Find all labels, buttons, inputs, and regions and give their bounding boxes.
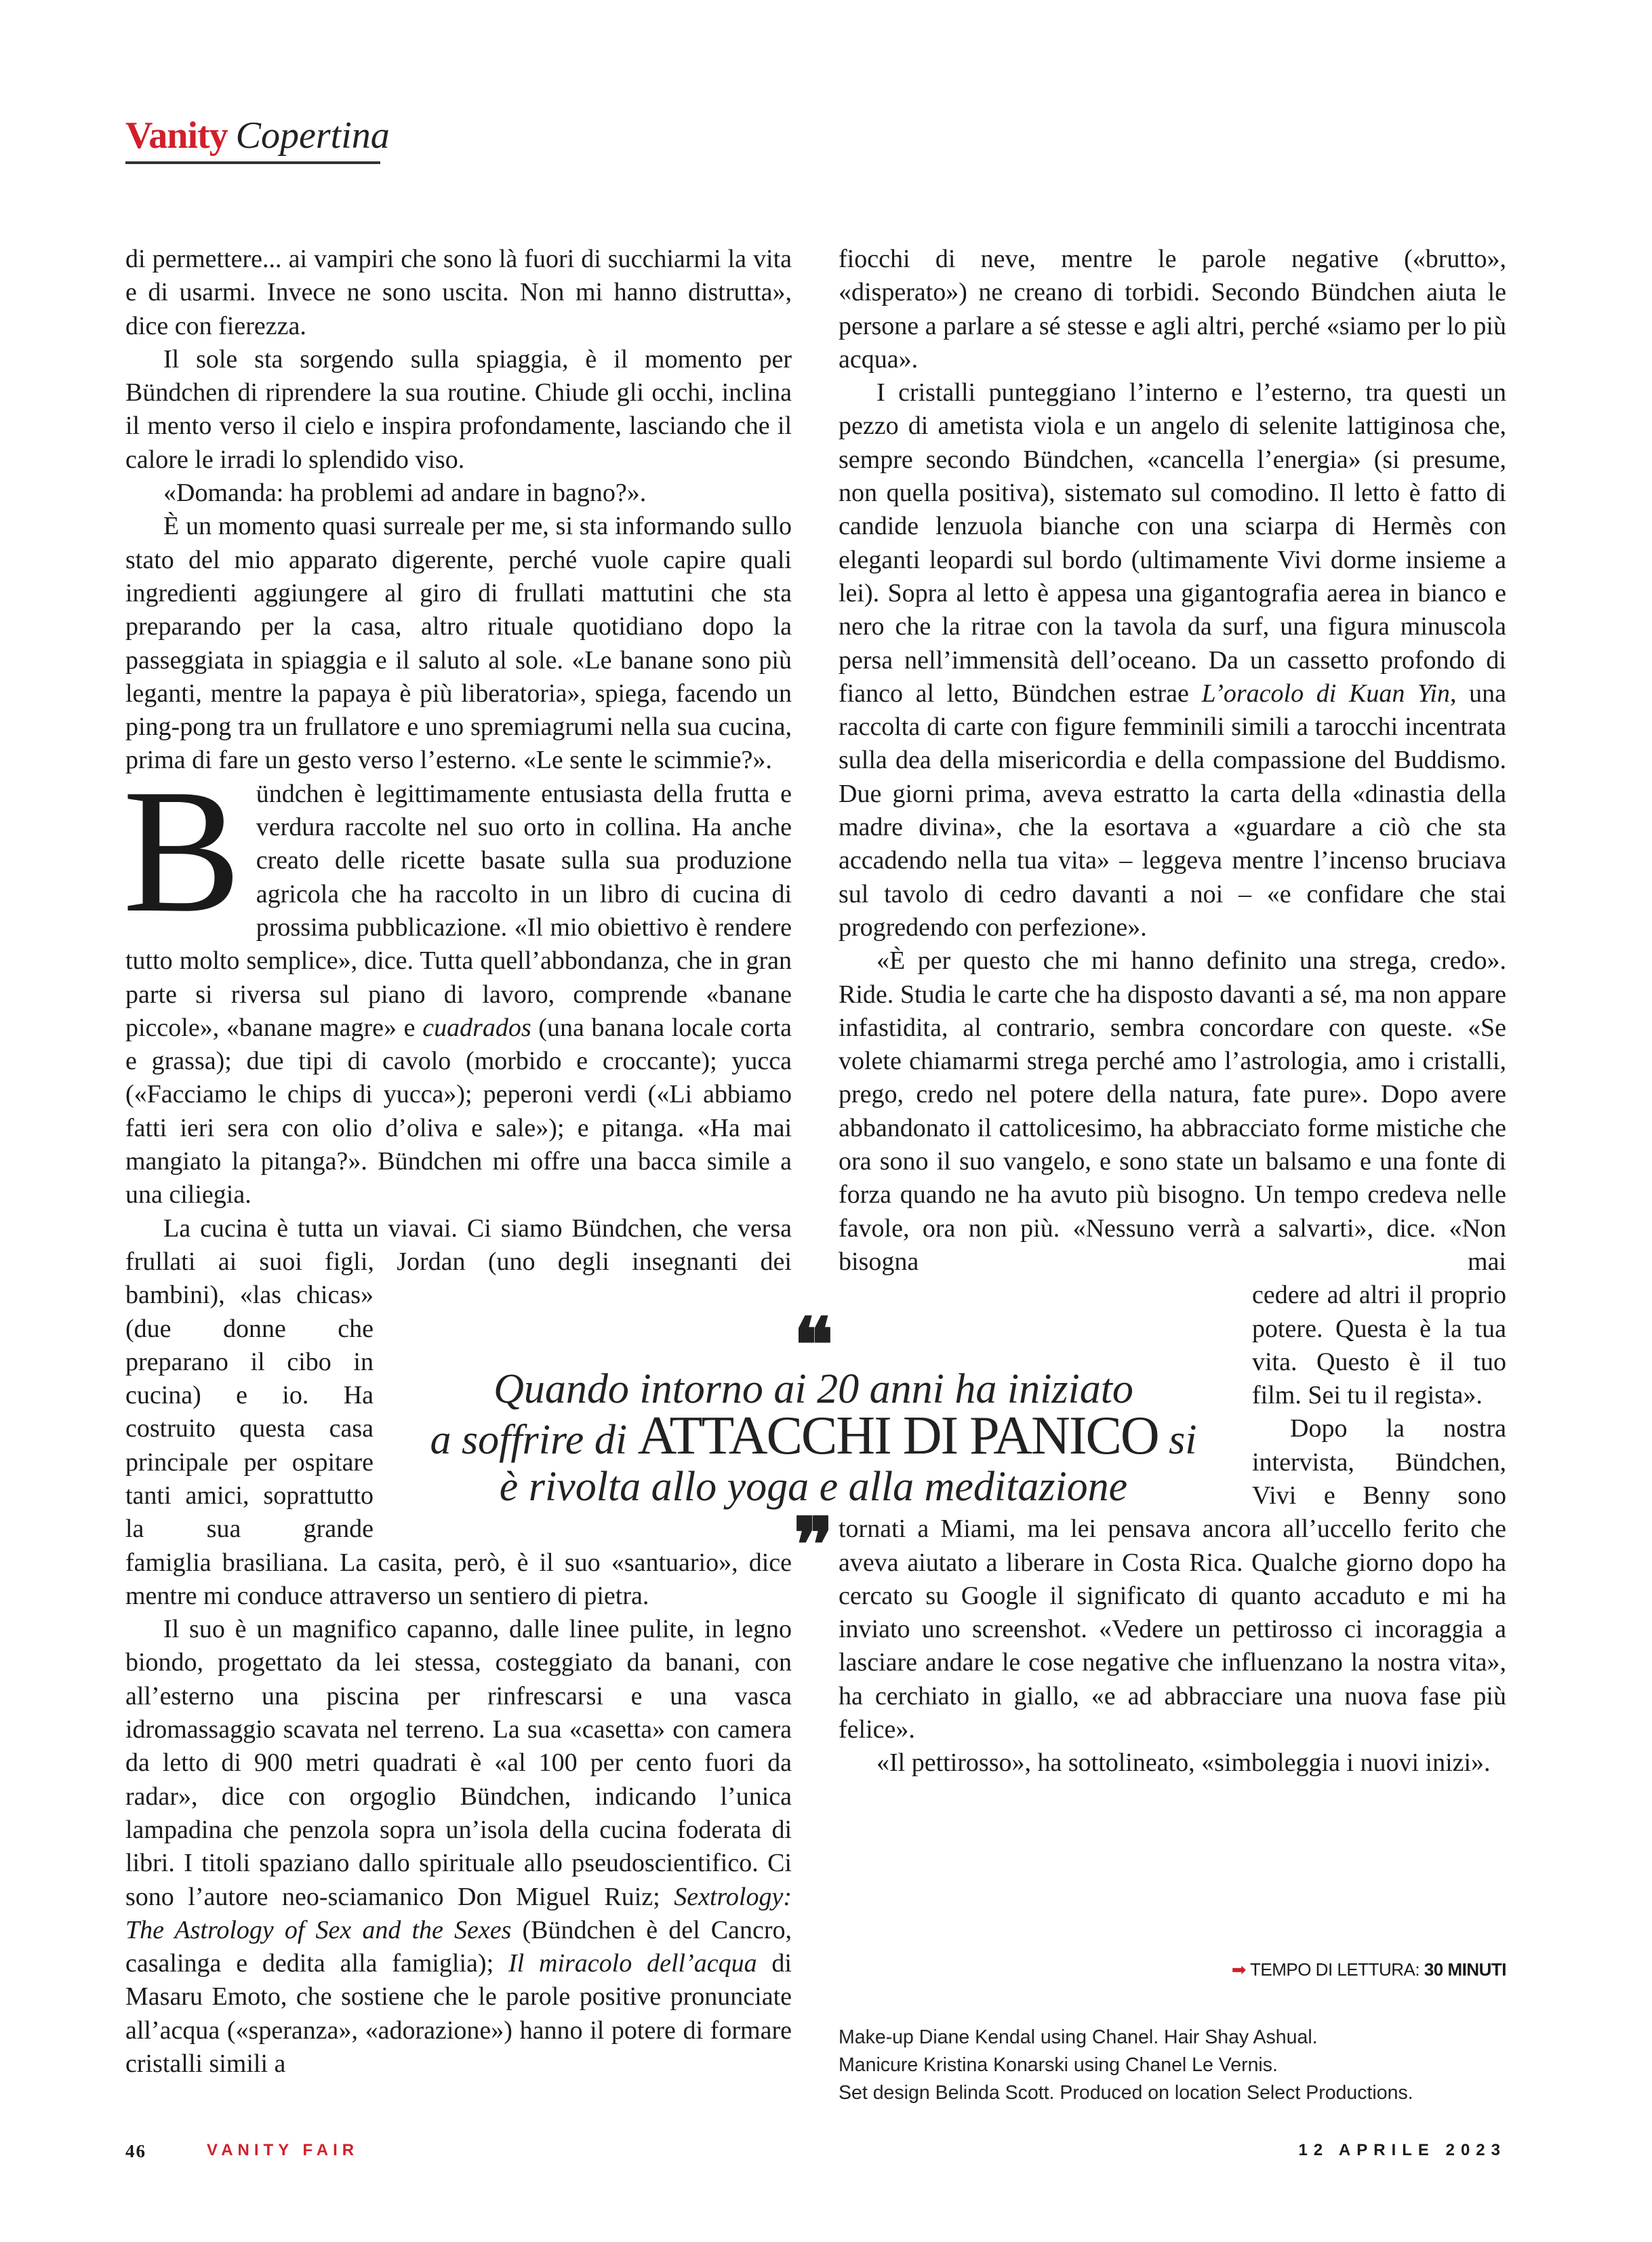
text-run: si	[1158, 1417, 1197, 1463]
paragraph-wrap: cedere ad altri il proprio potere. Questa è la tua vita. Questo è il tuo film. Sei tu il regista».	[1252, 1281, 1506, 1410]
paragraph: tornati a Miami, ma lei pensava ancora all’uccello ferito che aveva aiutato a liberare in Costa Rica. Qualche giorno dopo ha cercato su Google il significato di quanto accaduto e mi ha inviato uno screenshot. «Vedere un pettirosso ci incoraggia a lasciare andare le cose negative che influenzano la nostra vita», ha cerchiato in giallo, «e ad abbracciare una nuova fase più felice».	[839, 1515, 1506, 1744]
issue-date: 12 APRILE 2023	[1298, 2141, 1506, 2159]
arrow-right-icon: ➡	[1231, 1959, 1246, 1980]
paragraph: «Domanda: ha problemi ad andare in bagno?».	[163, 479, 647, 508]
paragraph: La cucina è tutta un viavai. Ci siamo Bündchen, che versa frullati ai suoi figli, Jordan (uno degli insegnanti dei	[125, 1214, 792, 1276]
text-run: (una banana locale corta e grassa); due tipi di cavolo (morbido e croccante); yucca («Facciamo le chips di yucca»); peperoni verdi («Li abbiamo fatti ieri sera con olio d’oliva e sale»); e pitanga. «Ha mai mangiato la pitanga?». Bündchen mi offre una bacca simile a una ciliegia.	[125, 1013, 792, 1209]
drop-cap: B	[123, 752, 241, 949]
paragraph: Il sole sta sorgendo sulla spiaggia, è il momento per Bündchen di riprendere la sua routine. Chiude gli occhi, inclina il mento verso il cielo e inspira profondamente, lasciando che il calore le irradi lo splendido viso.	[125, 344, 792, 474]
section-header	[125, 114, 390, 157]
paragraph: È un momento quasi surreale per me, si sta informando sullo stato del mio apparato digerente, perché vuole capire quali ingredienti aggiungere al giro di frullati mattutini che sta preparando per la casa, altro rituale quotidiano dopo la passeggiata in spiaggia e il saluto al sole. «Le banane sono più leganti, mentre la papaya è più liberatoria», spiega, facendo un ping-pong tra un frullatore e uno spremiagrumi nella sua cucina, prima di fare un gesto verso l’esterno. «Le sente le scimmie?».	[125, 512, 792, 775]
italic-run: cuadrados	[422, 1013, 531, 1042]
credit-line: Set design Belinda Scott. Produced on location Select Productions.	[839, 2082, 1413, 2104]
italic-run: Il miracolo dell’acqua	[508, 1949, 757, 1978]
pull-quote	[386, 1304, 1241, 1587]
paragraph	[839, 376, 1506, 944]
credit-line: Manicure Kristina Konarski using Chanel Le Vernis.	[839, 2054, 1278, 2076]
text-run: a soffrire di	[430, 1417, 638, 1463]
paragraph: di permettere... ai vampiri che sono là fuori di succhiarmi la vita e di usarmi. Invece ne sono uscita. Non mi hanno distrutta», dice con fierezza.	[125, 245, 792, 340]
paragraph	[125, 1613, 792, 2081]
paragraph-wrap: Dopo la nostra intervista, Bündchen, Vivi e Benny sono	[1252, 1414, 1506, 1510]
credit-line: Make-up Diane Kendal using Chanel. Hair Shay Ashual.	[839, 2026, 1318, 2048]
reading-time-value: 30 MINUTI	[1424, 1959, 1506, 1980]
magazine-name: VANITY FAIR	[207, 2141, 359, 2159]
reading-time-label: TEMPO DI LETTURA:	[1250, 1959, 1424, 1980]
pull-quote-line	[386, 1406, 1241, 1466]
paragraph-wrap: bambini), «las chicas» (due donne che preparano il cibo in cucina) e io. Ha costruito questa casa principale per ospitare tanti amici, soprattutto la sua grande	[125, 1281, 374, 1544]
reading-time	[1232, 1959, 1506, 1980]
header-rule	[125, 161, 380, 164]
text-run: di Masaru Emoto, che sostiene che le parole positive pronunciate all’acqua («speranza», «adorazione») hanno il potere di formare cristalli simili a	[125, 1949, 792, 2079]
italic-run: L’oracolo di Kuan Yin	[1201, 679, 1450, 708]
paragraph-dropcap	[123, 752, 792, 1212]
paragraph: fiocchi di neve, mentre le parole negative («brutto», «disperato») ne creano di torbidi. Secondo Bündchen aiuta le persone a parlare a sé stesse e agli altri, perché «siamo per lo più acqua».	[839, 245, 1506, 374]
pull-quote-emphasis: ATTACCHI DI PANICO	[637, 1406, 1159, 1466]
italic-run: Sextrology: The Astrology of Sex and the Sexes	[125, 1882, 792, 1944]
section-label: Copertina	[235, 115, 390, 157]
close-quote-icon: ❞	[793, 1504, 834, 1587]
open-quote-icon: ❝	[793, 1304, 834, 1387]
paragraph: famiglia brasiliana. La casita, però, è il suo «santuario», dice mentre mi conduce attraverso un sentiero di pietra.	[125, 1548, 792, 1610]
left-column	[125, 243, 792, 2081]
photo-credits	[839, 2024, 1413, 2107]
brand-label: Vanity	[125, 115, 228, 157]
text-run: , una raccolta di carte con figure femminili simili a tarocchi incentrata sulla dea della misericordia e della compassione del Buddismo. Due giorni prima, aveva estratto la carta della «dinastia della madre divina», che la esortava a «guardare a ciò che sta accadendo nella tua vita» – leggeva mentre l’incenso bruciava sul tavolo di cedro davanti a noi – «e confidare che stai progredendo con perfezione».	[839, 679, 1506, 942]
text-run: ündchen è legittimamente entusiasta della frutta e verdura raccolte nel suo orto in collina. Ha anche creato delle ricette basate sulla sua produzione agricola che ha raccolto in un libro di cucina di prossima pubblicazione. «Il mio obiettivo è rendere tutto molto semplice», dice. Tutta quell’abbondanza, che in gran parte si riversa sul piano di lavoro, comprende «banane piccole», «banane magre» e	[125, 779, 792, 1042]
paragraph: «Il pettirosso», ha sottolineato, «simboleggia i nuovi inizi».	[877, 1748, 1491, 1778]
paragraph: «È per questo che mi hanno definito una strega, credo». Ride. Studia le carte che ha disposto davanti a sé, ma non appare infastidita, al contrario, sembra concordare con queste. «Se volete chiamarmi strega perché amo l’astrologia, amo i cristalli, prego, credo nel potere della natura, fate pure». Dopo avere abbandonato il cattolicesimo, ha abbracciato forme mistiche che ora sono il suo vangelo, e sono state un balsamo e una fonte di forza quando ne ha avuto più bisogno. Un tempo credeva nelle favole, ora non più. «Nessuno verrà a salvarti», dice. «Non bisogna mai	[839, 946, 1506, 1276]
text-run: I cristalli punteggiano l’interno e l’esterno, tra questi un pezzo di ametista viola e un angelo di selenite lattiginosa che, sempre secondo Bündchen, «cancella l’energia» (si presume, non quella positiva), sistemato sul comodino. Il letto è fatto di candide lenzuola bianche con una sciarpa di Hermès con eleganti leopardi sul bordo (ultimamente Vivi dorme insieme a lei). Sopra al letto è appesa una gigantografia aerea in bianco e nero che la ritrae con la tavola da surf, una figura minuscola persa nell’immensità dell’oceano. Da un cassetto profondo di fianco al letto, Bündchen estrae	[839, 378, 1506, 708]
pull-quote-line: Quando intorno ai 20 anni ha iniziato	[493, 1366, 1133, 1412]
text-run: (Bündchen è del Cancro, casalinga e dedita alla famiglia);	[125, 1915, 792, 1978]
pull-quote-line: è rivolta allo yoga e alla meditazione	[499, 1464, 1128, 1510]
page-number: 46	[125, 2141, 146, 2161]
text-run: Il suo è un magnifico capanno, dalle linee pulite, in legno biondo, progettato da lei stessa, costeggiato da banani, con all’esterno una piscina per rinfrescarsi e una vasca idromassaggio scavata nel terreno. La sua «casetta» con camera da letto di 900 metri quadrati è «al 100 per cento fuori da radar», dice con orgoglio Bündchen, indicando l’unica lampadina che penzola sopra un’isola della cucina foderata di libri. I titoli spaziano dallo spirituale allo pseudoscientifico. Ci sono l’autore neo-sciamanico Don Miguel Ruiz;	[125, 1615, 792, 1911]
